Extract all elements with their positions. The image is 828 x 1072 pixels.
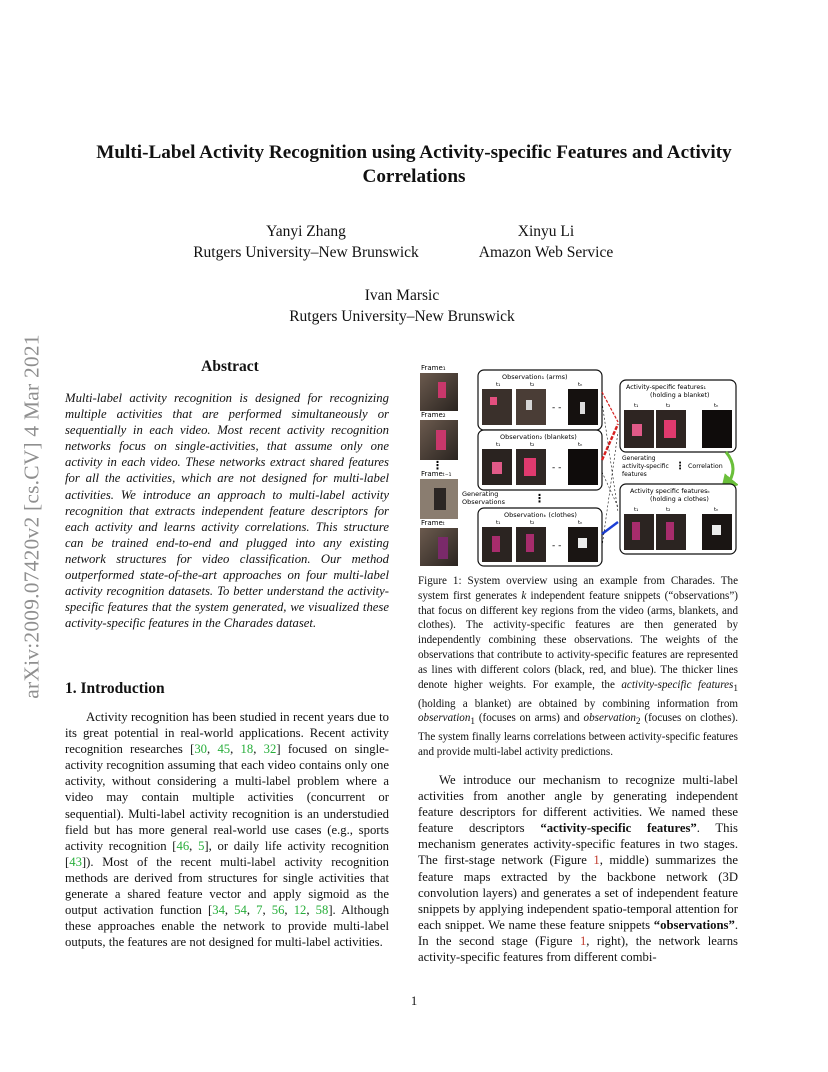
- body-paragraph: [418, 772, 738, 965]
- system-overview-figure: [418, 362, 738, 568]
- math-symbol: k: [521, 589, 527, 602]
- time-label: t₁: [496, 520, 501, 526]
- time-label: t₁: [496, 382, 501, 388]
- correlation-arrow-icon: [726, 452, 733, 486]
- text-run: . In the second stage (Figure: [418, 917, 738, 948]
- title-line-1: Multi-Label Activity Recognition using Activity-specific Features and Activity: [96, 142, 732, 163]
- math-symbol: observation: [583, 712, 636, 725]
- person-figure: [438, 382, 446, 398]
- highlight-region: [712, 525, 721, 535]
- text-run: . This mechanism generates activity-specific features in two stages. The first-stage network (Figure: [418, 821, 738, 868]
- time-label: t₁: [634, 507, 639, 513]
- text-run: (focuses on clothes). The system finally learns correlations between activity-specific features and provide multi-label activity predictions.: [418, 712, 738, 759]
- highlight-region: [632, 424, 642, 436]
- math-symbol: observation: [418, 712, 471, 725]
- paper-title: [60, 141, 768, 189]
- time-label: t₂: [530, 382, 535, 388]
- ellipsis-icon: - -: [552, 541, 562, 551]
- highlight-region: [526, 534, 534, 552]
- frame-label: Frameₜ₋₁: [421, 470, 452, 478]
- generating-features-label: features: [622, 471, 647, 478]
- citation-link[interactable]: 12: [293, 903, 307, 918]
- highlight-region: [526, 400, 532, 410]
- citation-link[interactable]: 5: [198, 838, 205, 853]
- author-affiliation: Amazon Web Service: [478, 244, 614, 261]
- feature-box-title: Activity-specific features₁: [626, 384, 707, 391]
- feature-thumbnail: [702, 410, 732, 448]
- right-column-text: [418, 772, 738, 965]
- citation-link[interactable]: 43: [69, 854, 82, 869]
- text-run: ]. Although these approaches enable the network to provide multi-label outputs, the features are not designed for multi-label activities.: [65, 903, 390, 950]
- highlight-region: [492, 462, 502, 474]
- math-subscript: 2: [635, 717, 641, 728]
- math-symbol: activity-specific features: [621, 678, 734, 691]
- author-affiliation: Rutgers University–New Brunswick: [289, 308, 515, 325]
- citation-link[interactable]: 45: [217, 742, 231, 757]
- person-figure: [436, 430, 446, 450]
- page-number: 1: [410, 994, 418, 1008]
- figure-ref-link[interactable]: 1: [593, 853, 600, 868]
- ellipsis-icon: ⋮: [675, 461, 685, 472]
- connection-lines: [602, 392, 618, 547]
- text-run: Figure 1: System overview using an example from Charades. The system first generates: [418, 575, 738, 602]
- frame-label: Frame₁: [421, 364, 446, 372]
- frame-label: Frameₜ: [421, 519, 445, 527]
- generating-features-label: Generating: [622, 455, 656, 462]
- text-run: , right), the network learns activity-specific features from different combi-: [418, 933, 738, 965]
- math-subscript: 1: [470, 717, 476, 728]
- citation-link[interactable]: 58: [315, 903, 329, 918]
- time-label: t₂: [666, 403, 671, 409]
- author-name: Yanyi Zhang: [266, 223, 346, 240]
- text-run: ]). Most of the recent multi-label activity recognition methods are derived from structures for single activities that generate a shared feature vector and apply sigmoid as the output activation function [: [65, 854, 389, 918]
- ellipsis-icon: - -: [552, 403, 562, 413]
- title-line-2: Correlations: [362, 166, 466, 187]
- citation-link[interactable]: 34: [212, 903, 225, 918]
- citation-link[interactable]: 32: [263, 742, 277, 757]
- time-label: tₙ: [578, 520, 583, 526]
- text-run: Activity recognition has been studied in recent years due to its great potential in real-world applications. Recent activity recognition researches [: [65, 710, 389, 757]
- figure-caption: [418, 574, 738, 760]
- highlight-region: [492, 536, 500, 552]
- bold-term: “activity-specific features”: [540, 821, 697, 836]
- correlation-label: Correlation: [688, 463, 723, 470]
- person-figure: [434, 488, 446, 510]
- time-label: t₂: [530, 442, 535, 448]
- time-label: tₙ: [714, 403, 719, 409]
- author-block-1: [182, 221, 430, 263]
- text-run: ], or daily life activity recognition [: [65, 838, 390, 869]
- observation-title: Observation₁ (arms): [502, 373, 568, 381]
- ellipsis-icon: ⋮: [534, 492, 545, 505]
- highlight-region: [632, 522, 640, 540]
- observation-title: Observationₖ (clothes): [504, 511, 577, 519]
- highlight-region: [664, 420, 676, 438]
- citation-link[interactable]: 18: [240, 742, 254, 757]
- author-block-3: [262, 285, 542, 327]
- text-run: We introduce our mechanism to recognize multi-label activities from another angle by generating independent feature descriptors for different activities. We named these feature descriptors: [418, 773, 738, 836]
- citation-link[interactable]: 56: [271, 903, 285, 918]
- ellipsis-icon: - -: [552, 463, 562, 473]
- text-run: independent feature snippets (“observations”) that focus on different key regions from the video (arms, blankets, and clothes). The activity-specific features are then generated by independently combining these observations. The weights of the observations that contribute to activity-specific features are represented as lines with different colors (black, red, and blue). The thicker lines denote higher weights. For example, the: [418, 589, 738, 691]
- highlight-region: [524, 458, 536, 476]
- abstract-heading: Abstract: [201, 358, 259, 375]
- abstract-text: Multi-label activity recognition is designed for recognizing multiple activities that are performed simultaneously or sequentially in each video. Most recent activity recognition networks focus on single-activities, that assume only one activity in each video. These networks extract shared features for all the activities, which are not designed for multi-label activities. We introduce an approach to multi-label activity recognition that extracts independent feature descriptors for each activity and learns activity correlations. This structure can be trained end-to-end and plugged into any existing network structures for video classification. Our method outperformed state-of-the-art approaches on four multi-label activity recognition datasets. To better understand the activity-specific features that the system generated, we visualized these activity-specific features in the Charades dataset.: [65, 391, 389, 631]
- text-run: (holding a blanket) are obtained by combining information from: [418, 697, 738, 710]
- citation-link[interactable]: 46: [176, 838, 190, 853]
- observation-title: Observation₂ (blankets): [500, 433, 577, 441]
- generating-observations-label: Observations: [462, 498, 505, 506]
- frame-label: Frame₂: [421, 411, 446, 419]
- highlight-region: [580, 402, 585, 414]
- citation-link[interactable]: 54: [234, 903, 247, 918]
- author-name: Ivan Marsic: [364, 287, 440, 304]
- feature-box-title: Activity specific featuresₖ: [630, 488, 711, 495]
- intro-paragraph: Activity recognition has been studied in recent years due to its great potential in real-world applications. Recent activity recognition researches [30, 45, 18, 32] focused on single-activity recognition assuming that each video contains only one activity, without considering a multi-label problem where a video may contain multiple activities (concurrent or sequential). Multi-label activity recognition is an understudied field but has more general real-world use cases (e.g., sports activity recognition [46, 5], or daily life activity recognition [43]). Most of the recent multi-label activity recognition methods are derived from structures for single activities that generate a shared feature vector and apply sigmoid as the output activation function [34, 54, 7, 56, 12, 58]. Although these approaches enable the network to provide multi-label outputs, the features are not designed for multi-label activities.: [65, 710, 390, 950]
- time-label: tₙ: [578, 442, 583, 448]
- time-label: t₁: [634, 403, 639, 409]
- text-run: , middle) summarizes the feature maps extracted by the backbone network (3D convolution layers) and generates a set of independent feature snippets by applying independent spatio-temporal attention for each snippet. We name these feature snippets: [418, 853, 738, 932]
- intro-heading: 1. Introduction: [65, 680, 165, 697]
- figure-ref-link[interactable]: 1: [579, 933, 587, 948]
- feature-box-subtitle: (holding a blanket): [650, 392, 710, 399]
- text-run: (focuses on arms) and: [475, 712, 584, 725]
- time-label: tₙ: [714, 507, 719, 513]
- text-run: ] focused on single-activity recognition assuming that each video contains only one activity, without considering a multi-label problem where a video may contain multiple activities (concurrent or sequential). Multi-label activity recognition is an understudied field but has more general real-world use cases (e.g., sports activity recognition [: [65, 742, 389, 853]
- generating-observations-label: Generating: [462, 490, 499, 498]
- observation-thumbnail: [482, 389, 512, 425]
- highlight-region: [490, 397, 497, 405]
- author-block-2: [460, 221, 632, 263]
- feature-box-subtitle: (holding a clothes): [650, 496, 709, 503]
- generating-features-label: activity-specific: [622, 463, 669, 470]
- arxiv-sidebar-id: arXiv:2009.07420v2 [cs.CV] 4 Mar 2021: [19, 334, 44, 699]
- citation-link[interactable]: 7: [256, 903, 263, 918]
- author-name: Xinyu Li: [517, 223, 575, 240]
- time-label: tₙ: [578, 382, 583, 388]
- observation-thumbnail: [568, 449, 598, 485]
- bold-term: “observations”: [653, 917, 735, 932]
- time-label: t₂: [530, 520, 535, 526]
- ellipsis-icon: ⋮: [432, 459, 443, 472]
- highlight-region: [666, 522, 674, 540]
- math-subscript: 1: [733, 683, 738, 694]
- highlight-region: [578, 538, 587, 548]
- intro-section: [65, 709, 389, 950]
- citation-link[interactable]: 30: [194, 742, 208, 757]
- time-label: t₁: [496, 442, 501, 448]
- time-label: t₂: [666, 507, 671, 513]
- author-affiliation: Rutgers University–New Brunswick: [193, 244, 419, 261]
- person-figure: [438, 537, 448, 559]
